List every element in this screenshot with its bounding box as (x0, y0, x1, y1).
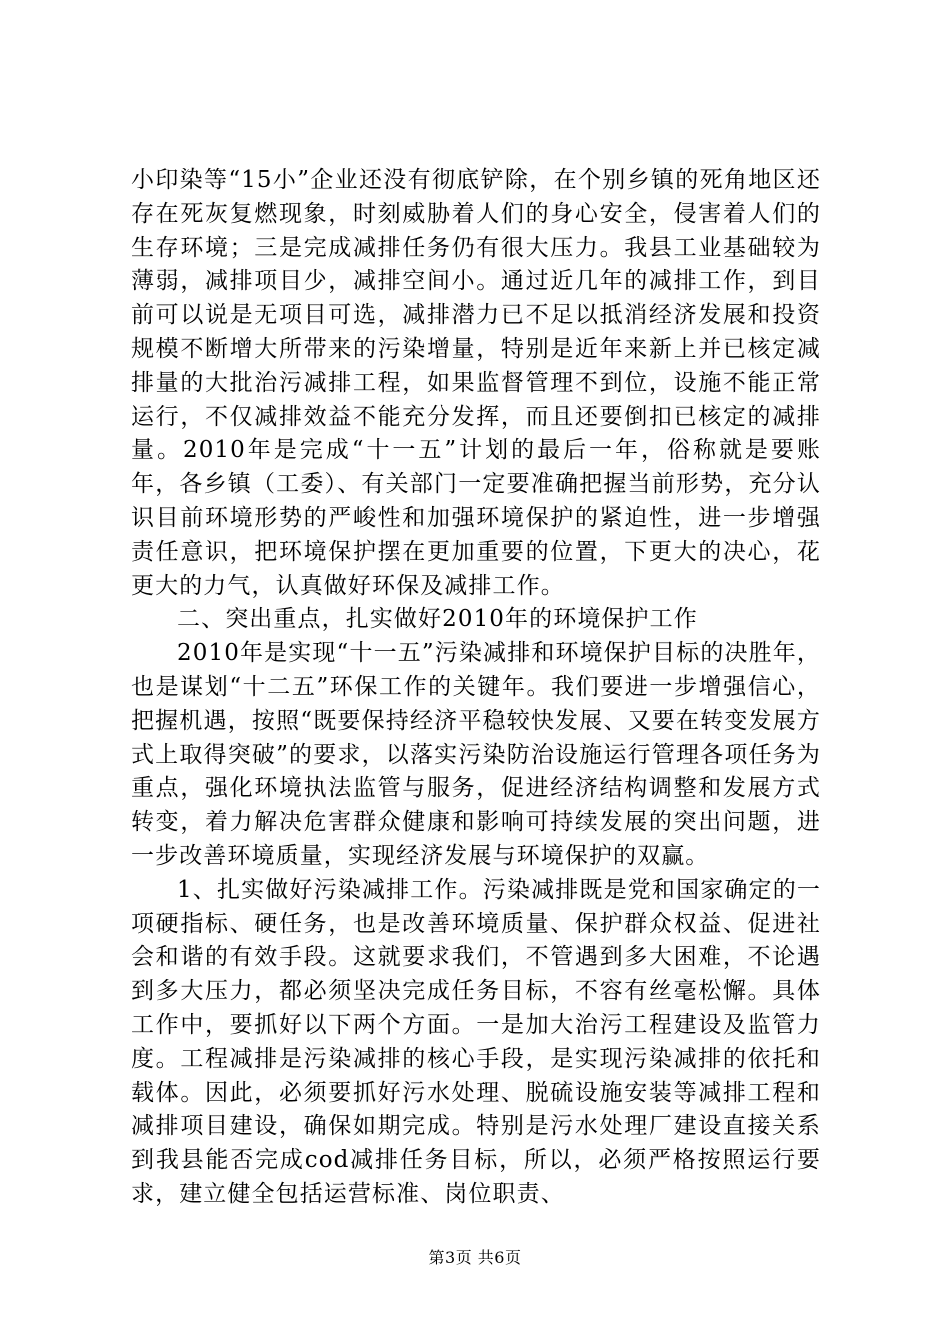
document-body (131, 164, 821, 1212)
page-number-footer: 第3页 共6页 (428, 1248, 522, 1267)
section-heading: 二、突出重点，扎实做好2010年的环境保护工作 (177, 606, 698, 633)
paragraph-2: 2010年是实现“十一五”污染减排和环境保护目标的决胜年，也是谋划“十二五”环保工作的关键年。我们要进一步增强信心，把握机遇，按照“既要保持经济平稳较快发展、又要在转变发展方式上取得突破”的要求，以落实污染防治设施运行管理各项任务为重点，强化环境执法监管与服务，促进经济结构调整和发展方式转变，着力解决危害群众健康和影响可持续发展的突出问题，进一步改善环境质量，实现经济发展与环境保护的双赢。 (131, 640, 821, 869)
paragraph-3: 1、扎实做好污染减排工作。污染减排既是党和国家确定的一项硬指标、硬任务，也是改善环境质量、保护群众权益、促进社会和谐的有效手段。这就要求我们，不管遇到多大困难，不论遇到多大压力，都必须坚决完成任务目标，不容有丝毫松懈。具体工作中，要抓好以下两个方面。一是加大治污工程建设及监管力度。工程减排是污染减排的核心手段，是实现污染减排的依托和载体。因此，必须要抓好污水处理、脱硫设施安装等减排工程和减排项目建设，确保如期完成。特别是污水处理厂建设直接关系到我县能否完成cod减排任务目标，所以，必须严格按照运行要求，建立健全包括运营标准、岗位职责、 (131, 876, 821, 1207)
paragraph-1: 小印染等“15小”企业还没有彻底铲除，在个别乡镇的死角地区还存在死灰复燃现象，时刻威胁着人们的身心安全，侵害着人们的生存环境；三是完成减排任务仍有很大压力。我县工业基础较为薄弱，减排项目少，减排空间小。通过近几年的减排工作，到目前可以说是无项目可选，减排潜力已不足以抵消经济发展和投资规模不断增大所带来的污染增量，特别是近年来新上并已核定减排量的大批治污减排工程，如果监督管理不到位，设施不能正常运行，不仅减排效益不能充分发挥，而且还要倒扣已核定的减排量。2010年是完成“十一五”计划的最后一年，俗称就是要账年，各乡镇（工委）、有关部门一定要准确把握当前形势，充分认识目前环境形势的严峻性和加强环境保护的紧迫性，进一步增强责任意识，把环境保护摆在更加重要的位置，下更大的决心，花更大的力气，认真做好环保及减排工作。 (131, 167, 821, 599)
